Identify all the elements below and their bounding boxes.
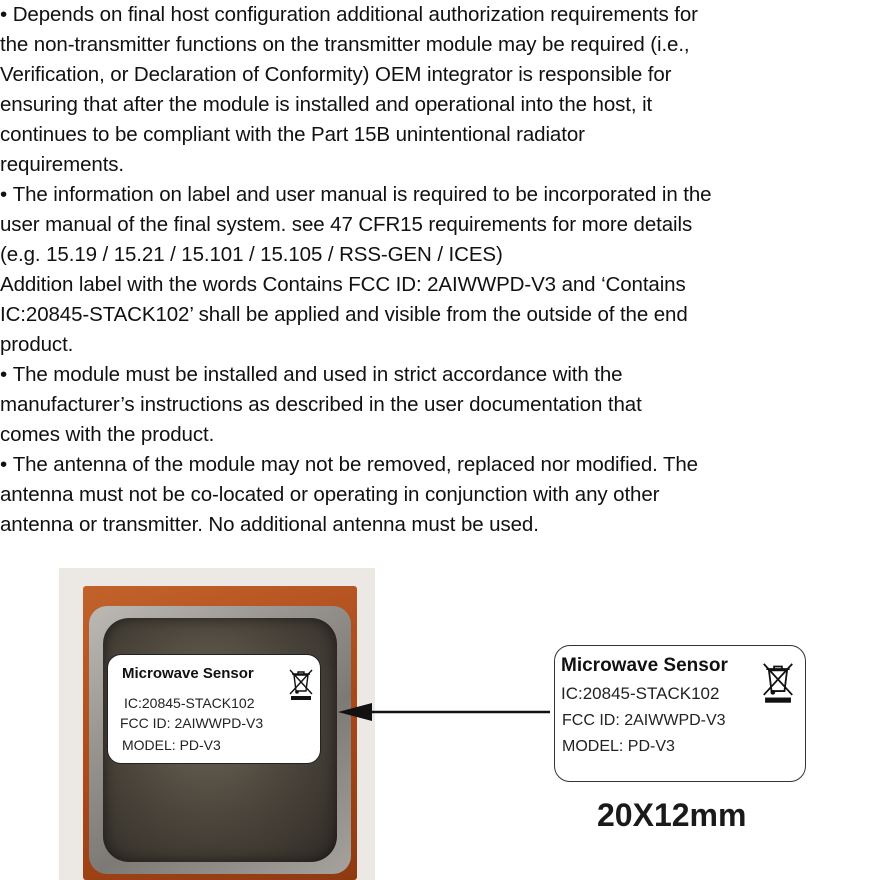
- text-line: requirements.: [0, 153, 125, 176]
- label-model: MODEL: PD-V3: [122, 737, 221, 753]
- label-title: Microwave Sensor: [561, 655, 728, 676]
- crossed-bin-icon: [288, 667, 314, 701]
- text-line: antenna or transmitter. No additional antenna must be used.: [0, 513, 539, 536]
- text-line: continues to be compliant with the Part 15B unintentional radiator: [0, 123, 585, 146]
- dimension-label: 20X12mm: [597, 797, 747, 833]
- label-ic: IC:20845-STACK102: [124, 695, 255, 711]
- text-line: • Depends on final host configuration additional authorization requirements for: [0, 0, 876, 30]
- label-title: Microwave Sensor: [122, 665, 254, 682]
- text-line: the non-transmitter functions on the transmitter module may be required (i.e.,: [0, 33, 690, 56]
- text-line: user manual of the final system. see 47 CFR15 requirements for more details: [0, 213, 693, 236]
- label-ic: IC:20845-STACK102: [561, 684, 720, 703]
- text-line: (e.g. 15.19 / 15.21 / 15.101 / 15.105 / RSS-GEN / ICES): [0, 243, 503, 266]
- arrow-left-icon: [338, 701, 552, 723]
- module-photo: [59, 568, 375, 880]
- text-line: • The module must be installed and used in strict accordance with the: [0, 360, 876, 390]
- text-line: antenna must not be co-located or operating in conjunction with any other: [0, 483, 660, 506]
- text-line: manufacturer’s instructions as described in the user documentation that: [0, 393, 642, 416]
- module-label: [107, 654, 321, 764]
- text-line: comes with the product.: [0, 423, 215, 446]
- label-model: MODEL: PD-V3: [562, 738, 675, 755]
- label-fcc: FCC ID: 2AIWWPD-V3: [120, 715, 264, 731]
- text-line: Verification, or Declaration of Conformity) OEM integrator is responsible for: [0, 63, 672, 86]
- crossed-bin-icon: [761, 660, 795, 704]
- text-line: • The information on label and user manual is required to be incorporated in the: [0, 180, 876, 210]
- label-fcc: FCC ID: 2AIWWPD-V3: [562, 712, 726, 729]
- enlarged-label: [554, 645, 806, 782]
- text-line: ensuring that after the module is installed and operational into the host, it: [0, 93, 653, 116]
- text-line: IC:20845-STACK102’ shall be applied and visible from the outside of the end: [0, 303, 688, 326]
- text-line: product.: [0, 333, 74, 356]
- text-line: Addition label with the words Contains FCC ID: 2AIWWPD-V3 and ‘Contains: [0, 273, 686, 296]
- text-line: • The antenna of the module may not be removed, replaced nor modified. The: [0, 450, 876, 480]
